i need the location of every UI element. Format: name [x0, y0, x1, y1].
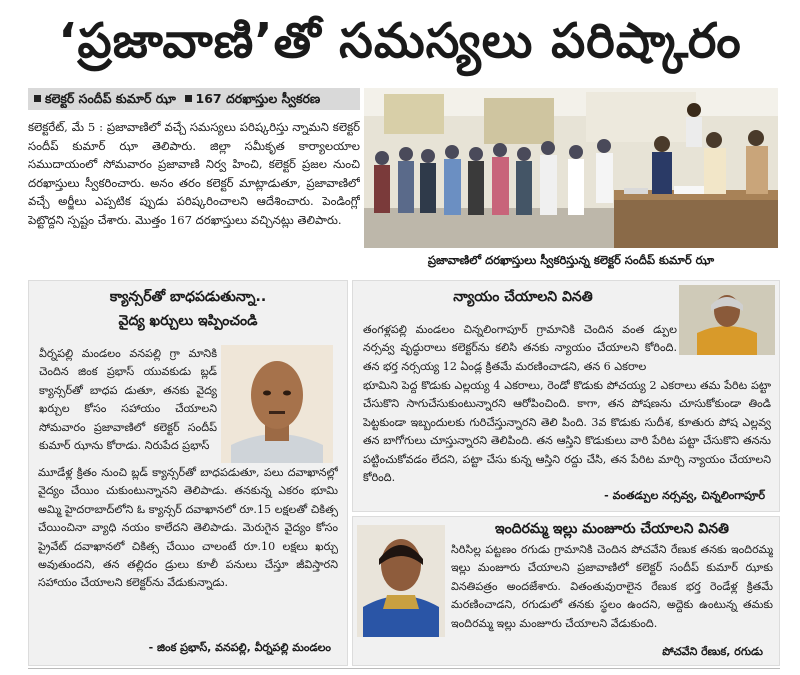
young-man-portrait-icon: [221, 345, 333, 463]
subhead-right: 167 దరఖాస్తుల స్వీకరణ: [195, 91, 321, 106]
page-headline: ‘ప్రజావాణి’తో సమస్యలు పరిష్కారం: [58, 13, 742, 69]
prajavani-crowd-illustration: [364, 88, 778, 248]
portrait-narsavva: [679, 285, 775, 355]
lead-photo: [364, 88, 778, 248]
portrait-jinka-prabhas: [221, 345, 333, 463]
housing-byline: పోచవేని రేణుక, రగుడు: [662, 645, 763, 658]
justice-story-text: తంగళ్లపల్లి మండలం చిన్నలింగాపూర్ గ్రామానికి చెందిన వంత డ్పుల నర్సవ్వ వృద్ధురాలు కలెక్టర్‌ను కలిసి తనకు న్యాయం చేయాలని కోరింది. తన భర్త నర్సయ్య 12 ఏండ్ల క్రితమే మరణించాడని, తన 6 ఎకరాల: [363, 323, 677, 373]
page-bottom-divider: [28, 668, 780, 669]
justice-story-text-continued: భూమిని పెద్ద కొడుకు ఎల్లయ్య 4 ఎకరాలు, రెండో కొడుకు పోచయ్య 2 ఎకరాలు తమ పేరిట పట్టా చేసుకొని సాగుచేసుకుంటున్నారని ఆరోపించింది. కాగా, తన పోషణను చూసుకోకుండా తిండి పెట్టకుండా ఇబ్బందులకు గురిచేస్తున్నారని తెలి పింది. 3వ కొడుకు సుదీశ, కూతురు పోష ఎల్లవ్వ తన బాగోగులు చూస్తున్నారని తెలిపింది. తన ఆస్తిని కొడుకులు వారి పేరిట పట్టా చేసుకొని తనను పట్టించుకోవడం లేదని, పట్టా చేసు కున్న ఆస్తిని రద్దు చేసి, తన పేరిట మార్చి న్యాయం చేయాలని కోరింది.: [363, 379, 771, 485]
elderly-woman-portrait-icon: [679, 285, 775, 355]
cancer-title-line2: వైద్య ఖర్చులు ఇప్పించండి: [118, 313, 258, 329]
cancer-story-text-continued: మూడేళ్ల క్రితం నుంచి బ్లడ్ క్యాన్సర్‌తో బాధపడుతూ, పలు దవాఖానల్లో వైద్యం చేయిం చుకుంటున్నానని తెలిపాడు. తనకున్న ఎకరం భూమి అమ్మి హైదరాబాద్‌లోని ఓ క్యాన్సర్ దవాఖానలో రూ.15 లక్షలతో చికిత్స చేయించినా వ్యాధి నయం కాలేదని తెలిపాడు. మెరుగైన వైద్యం కోసం ప్రైవేట్ దవాఖానలో చికిత్స చేయిం చాలంటే రూ.10 లక్షలు ఖర్చు అవుతుందని, తన తల్లిదం డ్రులు కూలీ పనులు చేస్తూ జీవిస్తారని సహాయం చేయాలని కలెక్టర్‌ను వేడుకున్నాడు.: [38, 464, 338, 634]
cancer-story-text-top: వీర్నపల్లి మండలం వనపల్లి గ్రా మానికి చెందిన జింక ప్రభాస్ యువకుడు బ్లడ్ క్యాన్సర్‌తో బాధప డుతూ, తనకు వైద్య ఖర్చుల కోసం సహాయం చేయాలని సోమవారం ప్రజావాణిలో కలెక్టర్ సందీప్ కుమార్ ఝాను కోరాడు. నిరుపేద ప్రభాస్: [39, 347, 217, 453]
woman-portrait-icon: [357, 525, 445, 637]
lead-photo-caption: ప్రజావాణిలో దరఖాస్తులు స్వీకరిస్తున్న కలెక్టర్ సందీప్ కుమార్ ఝా: [427, 253, 715, 267]
portrait-renuka: [357, 525, 445, 637]
story-box-justice: [352, 280, 780, 512]
justice-title: న్యాయం చేయాలని వినతి: [453, 289, 593, 305]
cancer-byline: - జింక ప్రభాస్, వనపల్లి, వీర్నపల్లి మండలం: [148, 641, 331, 654]
lead-article-text: కలెక్టరేట్, మే 5 : ప్రజావాణిలో వచ్చే సమస్యలు పరిష్కరిస్తు న్నామని కలెక్టర్ సందీప్ కుమార్ ఝా తెలిపారు. జిల్లా సమీకృత కార్యాలయాల సముదాయంలో సోమవారం ప్రజావాణి నిర్వ హించి, కలెక్టర్ ప్రజల నుంచి దరఖాస్తులు స్వీకరించారు. అనం తరం కలెక్టర్ మాట్లాడుతూ, ప్రజావాణిలో వచ్చే అర్జీలు ఎప్పటిక ప్పుడు పరిష్కరించాలని ఆదేశించారు. పెండింగ్లో పెట్టొద్దని స్పష్టం చేశారు. మొత్తం 167 దరఖాస్తులు వచ్చినట్లు తెలిపారు.: [28, 120, 360, 227]
bullet-square: [185, 95, 192, 102]
justice-byline: - వంతడ్పుల నర్సవ్వ, చిన్నలింగాపూర్: [604, 489, 765, 502]
lead-subhead: [28, 88, 360, 110]
housing-title: ఇందిరమ్మ ఇల్లు మంజూరు చేయాలని వినతి: [494, 521, 730, 537]
bullet-square: [34, 95, 41, 102]
cancer-title-line1: క్యాన్సర్‌తో బాధపడుతున్నా..: [109, 289, 267, 305]
story-box-housing: [352, 516, 780, 666]
subhead-left: కలెక్టర్ సందీప్ కుమార్ ఝా: [45, 91, 176, 106]
housing-story-text: సిరిసిల్ల పట్టణం రగుడు గ్రామానికి చెందిన పోచవేని రేణుక తనకు ఇందిరమ్మ ఇల్లు మంజూరు చేయాలని ప్రజావాణిలో కలెక్టర్ సందీప్ కుమార్ ఝాకు వినతిపత్రం అందజేశారు. వితంతువురాలైన రేణుక భర్త రెండేళ్ల క్రితమే మరణించాడని, రగుడులో తనకు స్థలం ఉందని, అద్దెకు ఉంటున్న తమకు ఇందిరమ్మ ఇల్లు మంజూరు చేయాలని వేడుకుంది.: [451, 543, 773, 630]
